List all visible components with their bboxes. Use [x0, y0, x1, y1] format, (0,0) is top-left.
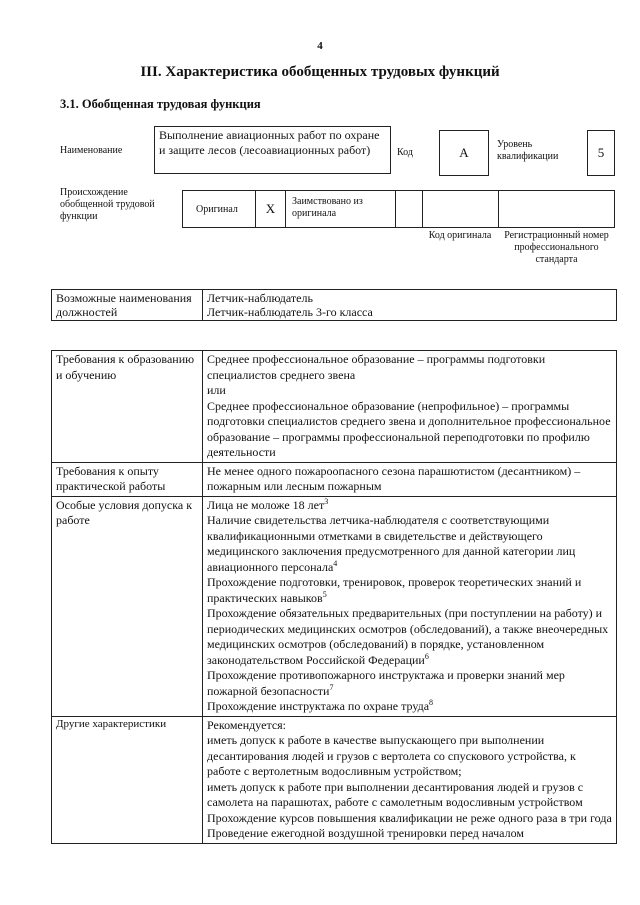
- admission-values: [203, 496, 617, 716]
- positions-values: [203, 290, 617, 321]
- admission-label: Особые условия допуска к работе: [52, 496, 203, 716]
- borrowed-mark-cell: [396, 191, 423, 227]
- education-line: Среднее профессиональное образование (непрофильное) – программы подготовки специалистов среднего звена и дополнительное профессиональное образование – программы профессиональной переподготовки по профилю деятельности: [207, 398, 611, 459]
- code-original-label: Код оригинала: [428, 230, 492, 241]
- requirements-table: [51, 350, 617, 844]
- experience-values: [203, 462, 617, 496]
- admission-text: Лица не моложе 18 лет: [207, 497, 325, 512]
- level-label: Уровень квалификации: [497, 139, 559, 162]
- other-line: иметь допуск к работе в качестве выпускающего при выполнении десантирования людей и грузов с вертолета со спускового устройства, к работе с вертолетным водосливным устройством;: [207, 733, 576, 778]
- education-label: Требования к образованию и обучению: [52, 351, 203, 463]
- reg-number-cell: [499, 191, 614, 227]
- admission-text: Прохождение противопожарного инструктажа и проверки знаний мер пожарной безопасности: [207, 668, 565, 698]
- other-line: иметь допуск к работе при выполнении десантирования людей и грузов с самолета на парашютах, работе с самолетным водосливным устройством: [207, 779, 584, 809]
- other-line: Проведение ежегодной воздушной тренировки перед началом: [207, 826, 524, 840]
- position-item: Летчик-наблюдатель 3-го класса: [207, 305, 373, 319]
- original-mark: X: [265, 201, 276, 216]
- function-subtitle: 3.1. Обобщенная трудовая функция: [60, 97, 261, 111]
- footnote-ref: 8: [429, 698, 434, 707]
- origin-table: [182, 190, 615, 228]
- admission-text: Прохождение подготовки, тренировок, проверок теоретических знаний и практических навыков: [207, 575, 582, 605]
- other-values: [203, 716, 617, 843]
- section-title: III. Характеристика обобщенных трудовых функций: [140, 64, 500, 80]
- education-line: Среднее профессиональное образование – программы подготовки специалистов среднего звена: [207, 352, 546, 382]
- code-value-box: [439, 130, 489, 176]
- reg-number-label: Регистрационный номер профессионального стандарта: [504, 230, 609, 265]
- other-line: Прохождение курсов повышения квалификации не реже одного раза в три года: [207, 810, 612, 825]
- admission-text: Прохождение инструктажа по охране труда: [207, 699, 430, 713]
- original-cell: [183, 191, 256, 227]
- level-value: 5: [597, 145, 605, 160]
- admission-line: [207, 668, 612, 699]
- original-label: Оригинал: [196, 204, 238, 215]
- position-item: Летчик-наблюдатель: [207, 291, 313, 305]
- education-row: [52, 351, 617, 463]
- other-row: [52, 716, 617, 843]
- footnote-ref: 5: [322, 589, 327, 599]
- name-label: Наименование: [60, 145, 123, 156]
- footnote-ref: 4: [333, 558, 338, 568]
- positions-row: [52, 290, 617, 321]
- admission-text: Прохождение обязательных предварительных (при поступлении на работу) и периодических медицинских осмотров (обследований), а также внеочередных медицинских осмотров (обследований) в порядке, установленном законодательством Российской Федерации: [207, 606, 609, 667]
- borrowed-label: Заимствовано из оригинала: [292, 196, 363, 219]
- other-label: Другие характеристики: [52, 716, 203, 843]
- positions-table: [51, 289, 617, 321]
- name-value: Выполнение авиационных работ по охране и защите лесов (лесоавиационных работ): [159, 128, 380, 157]
- footnote-ref: 7: [329, 682, 334, 692]
- borrowed-cell: [286, 191, 396, 227]
- origin-label: Происхождение обобщенной трудовой функции: [60, 187, 155, 222]
- positions-label: Возможные наименования должностей: [52, 290, 203, 321]
- admission-line: [207, 606, 612, 668]
- original-mark-cell: [256, 191, 286, 227]
- admission-line: [207, 498, 612, 514]
- education-values: [203, 351, 617, 463]
- other-line: Рекомендуется:: [207, 717, 287, 732]
- admission-row: [52, 496, 617, 716]
- education-line: или: [207, 383, 226, 397]
- footnote-ref: 3: [324, 496, 329, 506]
- admission-line: [207, 513, 612, 575]
- admission-line: [207, 699, 612, 715]
- name-value-box: [154, 126, 391, 174]
- experience-line: Не менее одного пожароопасного сезона парашютистом (десантником) – пожарным или лесным пожарным: [207, 463, 581, 493]
- code-label: Код: [397, 147, 413, 158]
- experience-row: [52, 462, 617, 496]
- footnote-ref: 6: [424, 651, 429, 661]
- page-number: 4: [317, 40, 323, 52]
- code-value: А: [459, 145, 469, 160]
- experience-label: Требования к опыту практической работы: [52, 462, 203, 496]
- admission-line: [207, 575, 612, 606]
- code-original-cell: [423, 191, 499, 227]
- admission-text: Наличие свидетельства летчика-наблюдателя с соответствующими квалификационными отметками в свидетельстве и действующего медицинского заключения предусмотренного для данной категории лиц авиационного персонала: [207, 513, 576, 574]
- level-value-box: [587, 130, 615, 176]
